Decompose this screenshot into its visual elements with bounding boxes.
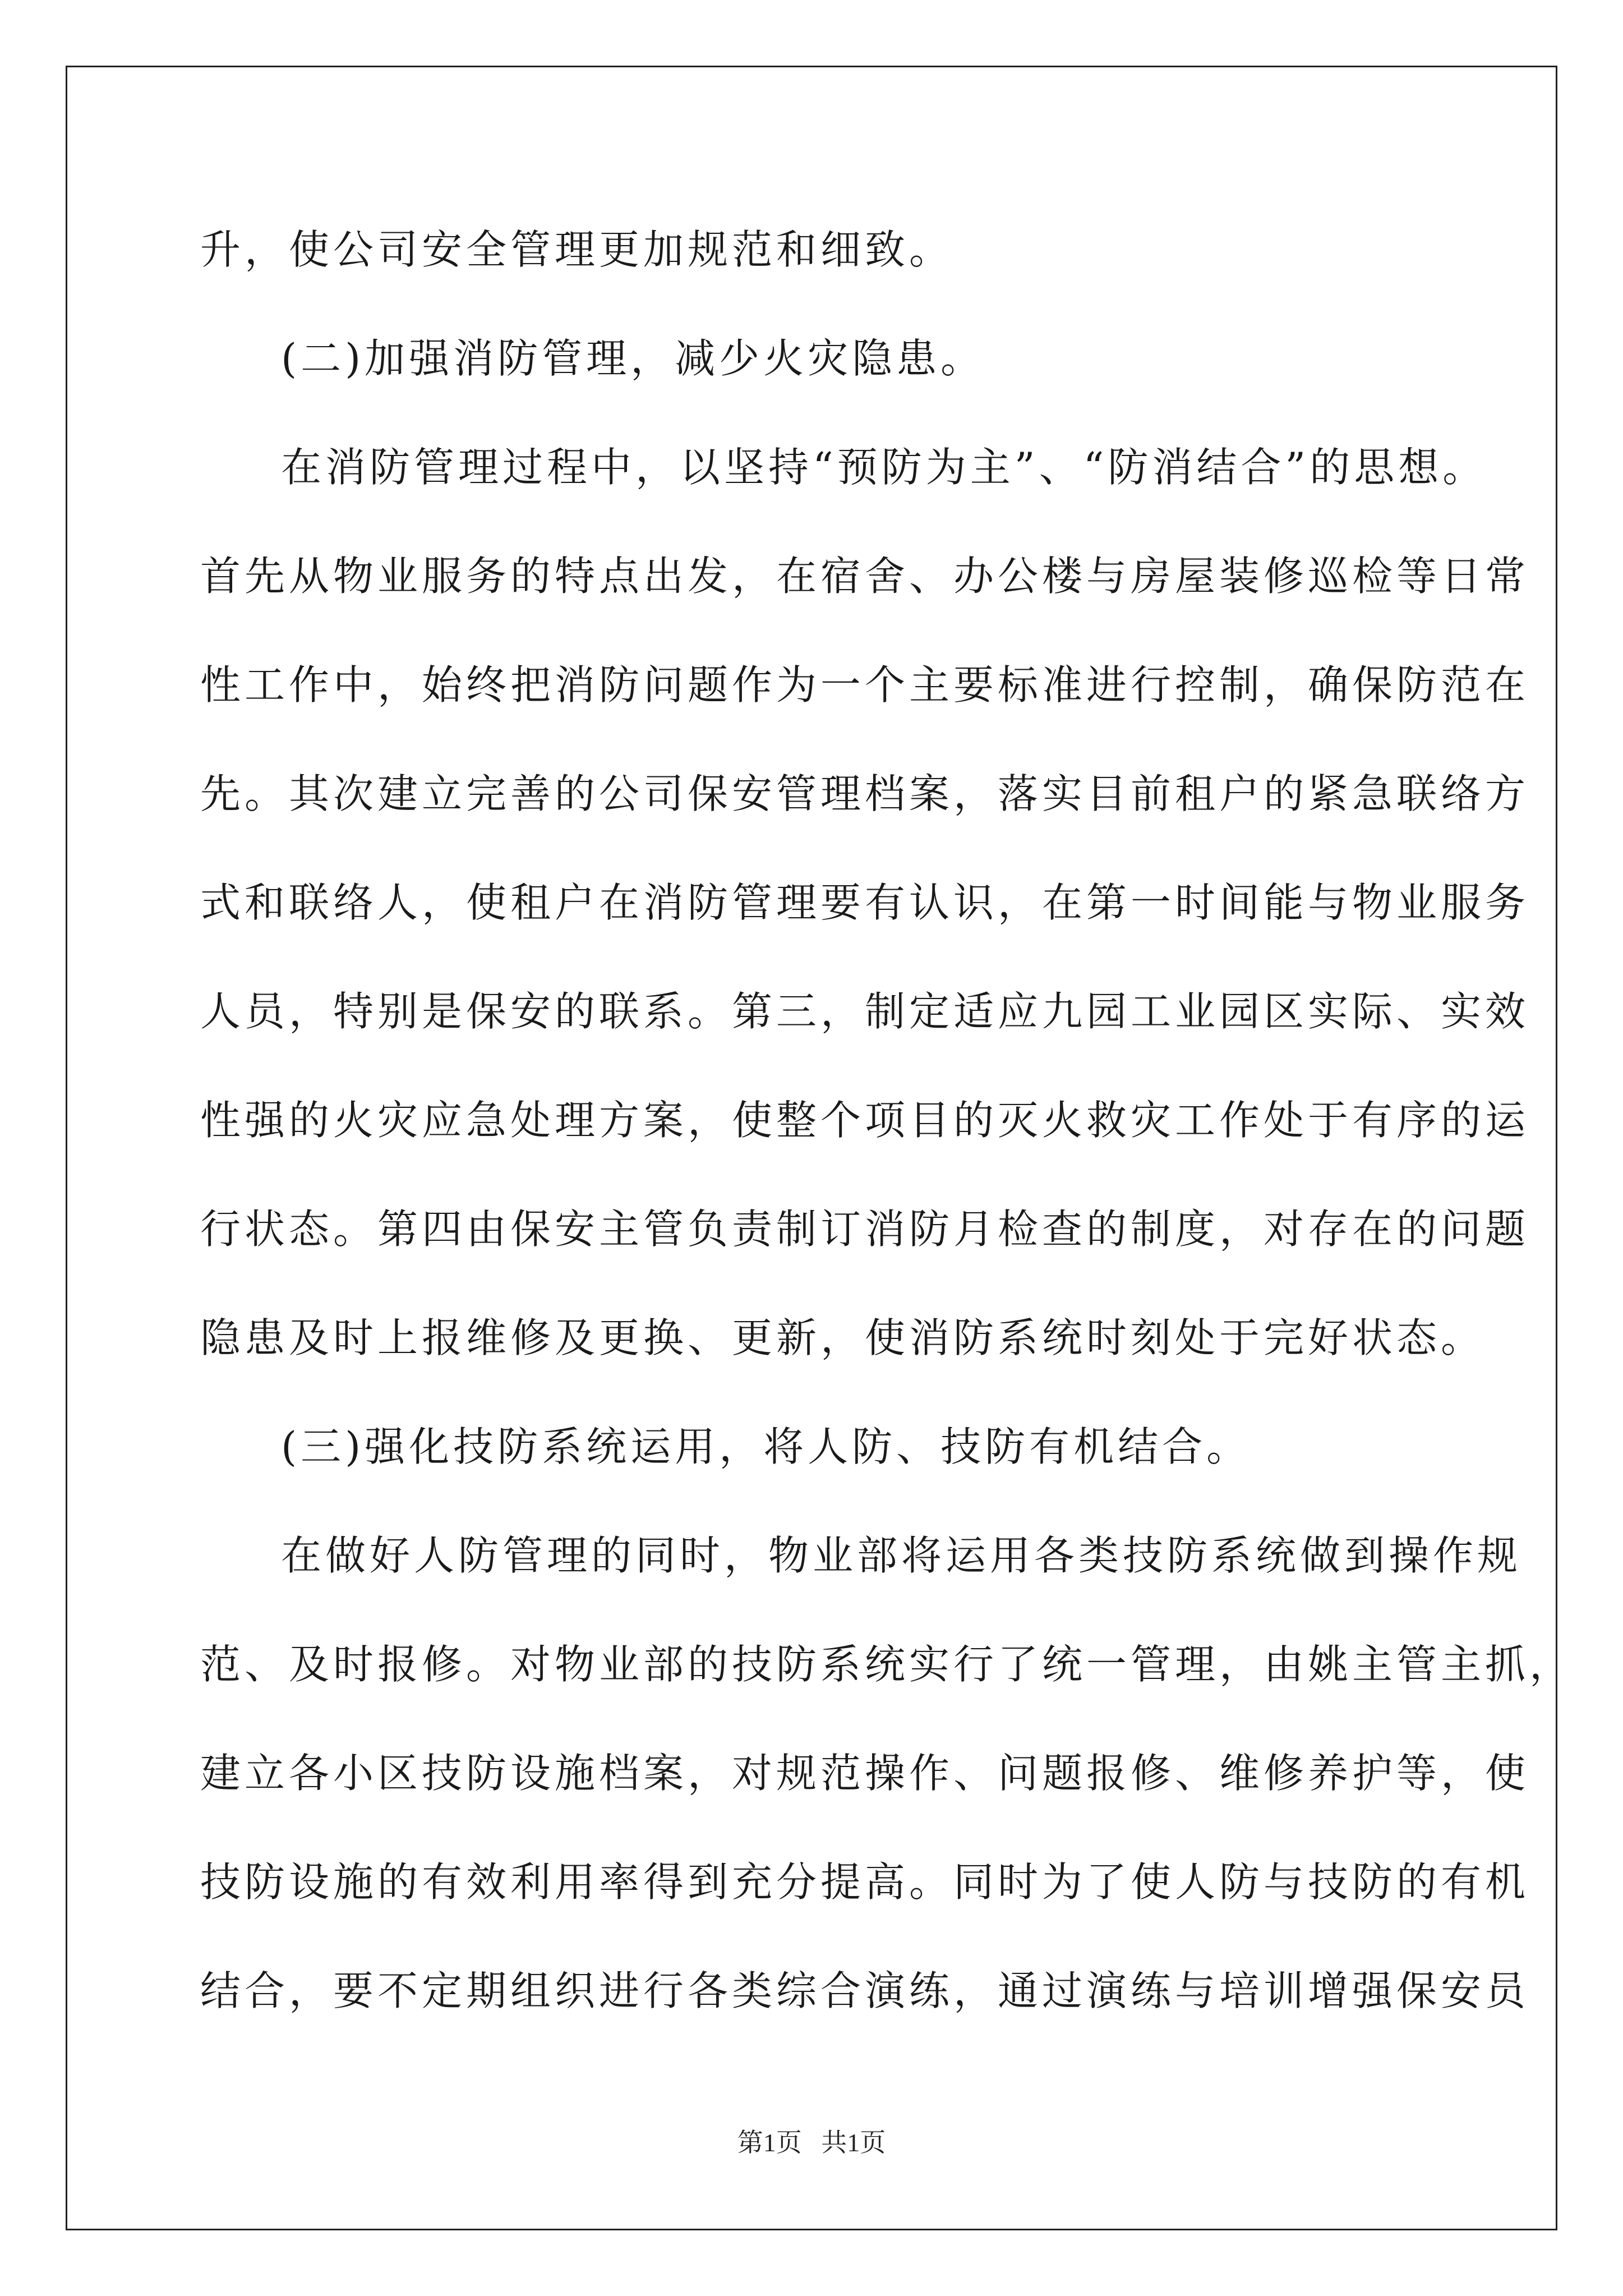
- text-line: 技防设施的有效利用率得到充分提高。同时为了使人防与技防的有机: [200, 1858, 1530, 1906]
- text-line: 隐患及时上报维修及更换、更新，使消防系统时刻处于完好状态。: [200, 1314, 1486, 1361]
- text-line: 首先从物业服务的特点出发，在宿舍、办公楼与房屋装修巡检等日常: [200, 553, 1530, 600]
- text-line: 先。其次建立完善的公司保安管理档案，落实目前租户的紧急联络方: [200, 770, 1530, 817]
- page-number: 第1页 共1页: [737, 2128, 886, 2157]
- text-line: 性强的火灾应急处理方案，使整个项目的灭火救灾工作处于有序的运: [200, 1097, 1530, 1144]
- text-line: 范、及时报修。对物业部的技防系统实行了统一管理，由姚主管主抓，: [200, 1641, 1574, 1688]
- text-line: 建立各小区技防设施档案，对规范操作、问题报修、维修养护等，使: [200, 1750, 1530, 1797]
- text-line: 行状态。第四由保安主管负责制订消防月检查的制度，对存在的问题: [200, 1205, 1530, 1253]
- text-line: 在做好人防管理的同时，物业部将运用各类技防系统做到操作规: [281, 1532, 1522, 1579]
- text-line: 升，使公司安全管理更加规范和细致。: [200, 226, 954, 273]
- text-line: 人员，特别是保安的联系。第三，制定适应九园工业园区实际、实效: [200, 988, 1530, 1035]
- section-heading: (二)加强消防管理，减少火灾隐患。: [281, 335, 985, 382]
- text-line: 性工作中，始终把消防问题作为一个主要标准进行控制，确保防范在: [200, 661, 1530, 708]
- text-line: 式和联络人，使租户在消防管理要有认识，在第一时间能与物业服务: [200, 879, 1530, 926]
- text-line: 在消防管理过程中，以坚持“预防为主”、“防消结合”的思想。: [281, 444, 1487, 491]
- text-line: 结合，要不定期组织进行各类综合演练，通过演练与培训增强保安员: [200, 1967, 1530, 2014]
- section-heading: (三)强化技防系统运用，将人防、技防有机结合。: [281, 1423, 1251, 1470]
